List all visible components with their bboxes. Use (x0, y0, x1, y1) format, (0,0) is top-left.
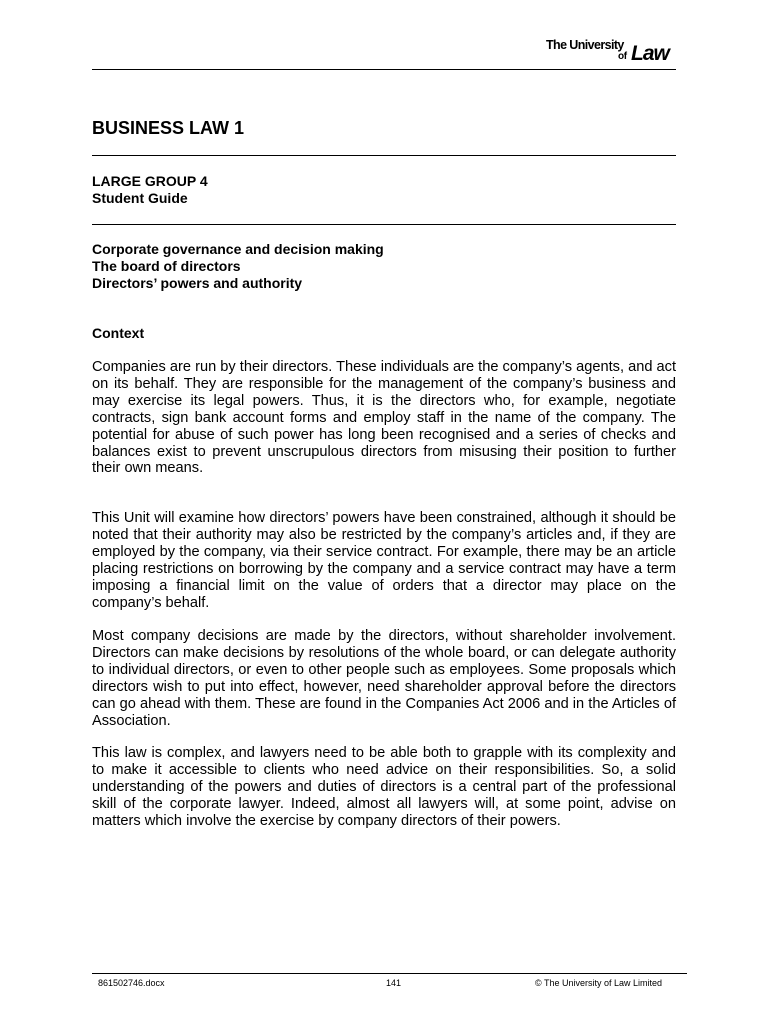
footer-page-number: 141 (386, 978, 402, 988)
logo-line-university: The University (546, 38, 624, 52)
paragraph: Most company decisions are made by the directors, without shareholder involvement. Directors can make decisions by resolutions of the whole board, or can delegate authority to individual directors, or even to other people such as employees. Some proposals which directors wish to put into effect, however, need shareholder approval before the directors can go ahead with them. These are found in the Companies Act 2006 and in the Articles of Association. (92, 628, 676, 729)
topic-line: The board of directors (92, 258, 241, 274)
footer-copyright: © The University of Law Limited (535, 978, 663, 988)
group-divider (92, 224, 676, 225)
group-label: LARGE GROUP 4 (92, 173, 208, 189)
university-logo (546, 38, 678, 66)
logo-law: Law (631, 42, 669, 65)
footer-divider (92, 973, 687, 974)
topic-line: Directors’ powers and authority (92, 275, 303, 291)
title-divider (92, 155, 676, 156)
guide-label: Student Guide (92, 190, 188, 206)
group-block (92, 173, 676, 207)
footer-filename: 861502746.docx (98, 978, 165, 988)
document-title: BUSINESS LAW 1 (92, 118, 245, 138)
paragraph: This Unit will examine how directors’ powers have been constrained, although it should be noted that their authority may also be restricted by the company’s articles and, if they are employed by the company, via their service contract. For example, there may be an article placing restrictions on borrowing by the company and a service contract may have a term imposing a financial limit on the value of orders that a director may place on the company’s behalf. (92, 510, 676, 611)
context-heading: Context (92, 325, 145, 341)
logo-of: of (618, 51, 627, 62)
topic-line: Corporate governance and decision making (92, 241, 384, 257)
paragraph: This law is complex, and lawyers need to be able both to grapple with its complexity and to make it accessible to clients who need advice on their responsibilities. So, a solid understanding of the powers and duties of directors is a central part of the professional skill of the corporate lawyer. Indeed, almost all lawyers will, at some point, advise on matters which involve the exercise by company directors of their powers. (92, 745, 676, 829)
topics-block (92, 241, 676, 292)
paragraph: Companies are run by their directors. These individuals are the company’s agents, and act on its behalf. They are responsible for the management of the company’s business and may exercise its legal powers. Thus, it is the directors who, for example, negotiate contracts, sign bank account forms and employ staff in the name of the company. The potential for abuse of such power has long been recognised and a series of checks and balances exist to prevent unscrupulous directors from misusing their position to further their own means. (92, 359, 676, 477)
header-divider (92, 69, 676, 70)
